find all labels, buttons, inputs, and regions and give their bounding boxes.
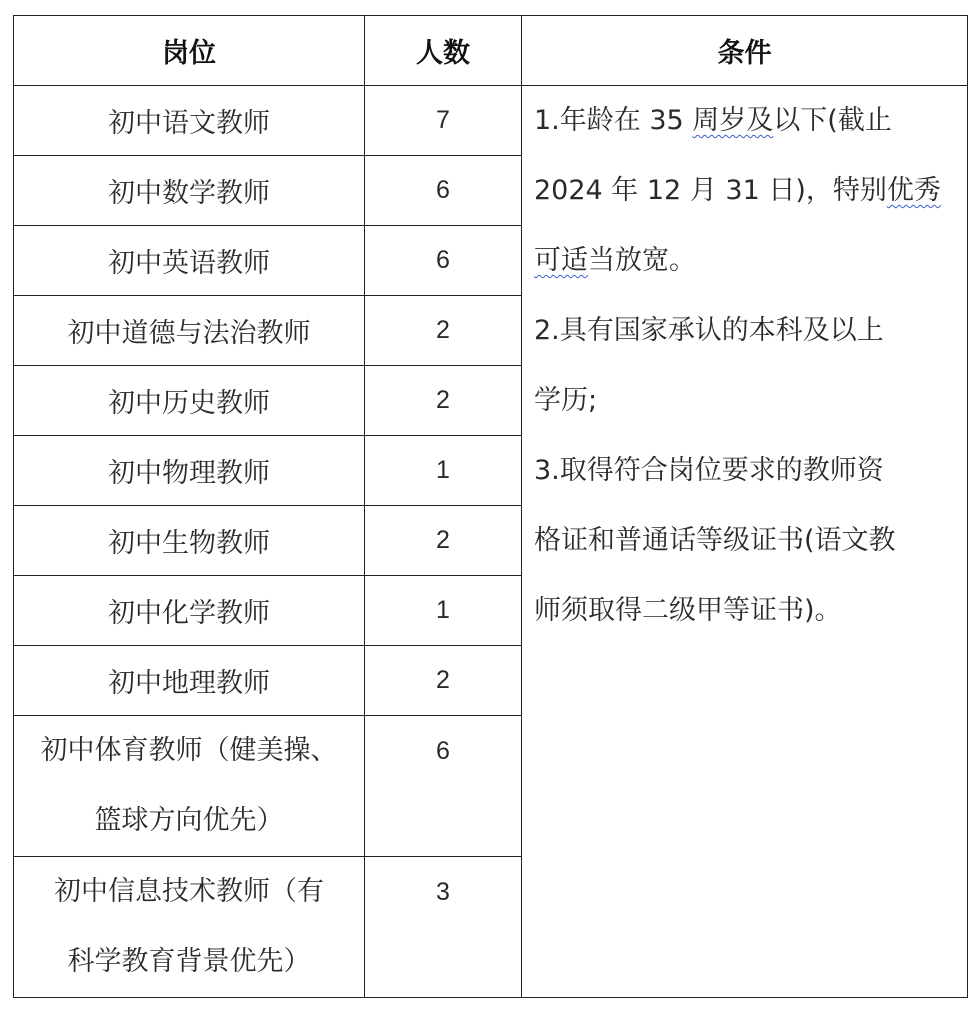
count-cell: 1 [365,436,522,506]
position-cell: 初中语文教师 [14,86,365,156]
count-cell: 6 [365,156,522,226]
count-cell: 2 [365,506,522,576]
header-conditions: 条件 [522,16,968,86]
count-cell: 3 [365,857,522,998]
position-cell: 初中地理教师 [14,646,365,716]
condition-1: 1.年龄在 35 周岁及以下(截止 2024 年 12 月 31 日)，特别优秀 可适当放宽。 [534,105,941,276]
count-cell: 6 [365,226,522,296]
header-position: 岗位 [14,16,365,86]
position-cell: 初中数学教师 [14,156,365,226]
header-row [14,16,968,86]
position-cell: 初中化学教师 [14,576,365,646]
count-cell: 2 [365,296,522,366]
count-cell: 2 [365,646,522,716]
position-cell: 初中英语教师 [14,226,365,296]
count-cell: 1 [365,576,522,646]
condition-2: 2.具有国家承认的本科及以上 学历; [534,315,884,416]
count-cell: 6 [365,716,522,857]
table-row [14,86,968,156]
position-cell: 初中信息技术教师（有 科学教育背景优先） [14,857,365,998]
position-cell: 初中道德与法治教师 [14,296,365,366]
count-cell: 7 [365,86,522,156]
position-cell: 初中物理教师 [14,436,365,506]
position-cell: 初中历史教师 [14,366,365,436]
position-cell: 初中体育教师（健美操、 篮球方向优先） [14,716,365,857]
recruitment-table [13,15,968,998]
conditions-cell [522,86,968,998]
count-cell: 2 [365,366,522,436]
position-cell: 初中生物教师 [14,506,365,576]
header-count: 人数 [365,16,522,86]
condition-3: 3.取得符合岗位要求的教师资 格证和普通话等级证书(语文教 师须取得二级甲等证书)。 [534,455,896,626]
